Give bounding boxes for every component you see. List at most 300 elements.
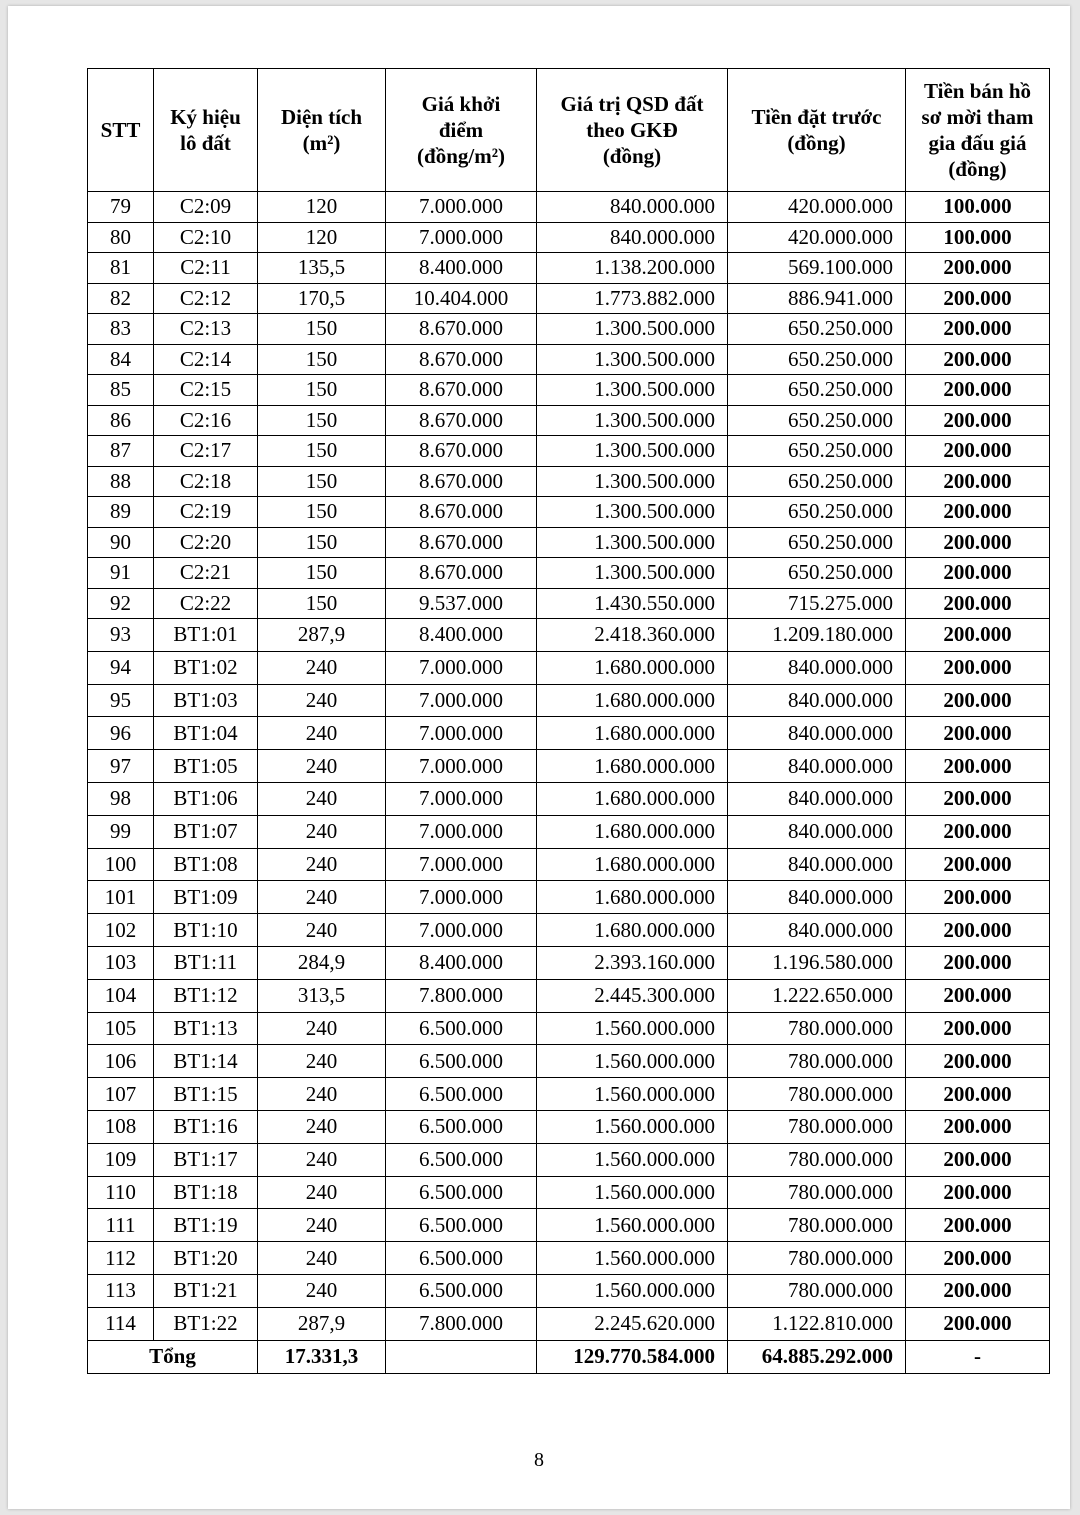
- lot-code-cell: BT1:21: [154, 1274, 258, 1307]
- doc-fee-cell: 200.000: [906, 466, 1050, 497]
- lot-code-cell: BT1:03: [154, 684, 258, 717]
- land-value-cell: 2.418.360.000: [537, 619, 728, 652]
- start-price-cell: 8.670.000: [386, 466, 537, 497]
- deposit-cell: 650.250.000: [728, 466, 906, 497]
- doc-fee-cell: 200.000: [906, 1143, 1050, 1176]
- start-price-cell: 8.670.000: [386, 527, 537, 558]
- land-value-cell: 840.000.000: [537, 192, 728, 223]
- table-row: [88, 558, 1050, 589]
- deposit-cell: 780.000.000: [728, 1274, 906, 1307]
- area-cell: 240: [258, 750, 386, 783]
- doc-fee-cell: 200.000: [906, 1176, 1050, 1209]
- land-value-cell: 1.300.500.000: [537, 436, 728, 467]
- land-value-cell: 2.445.300.000: [537, 979, 728, 1012]
- deposit-cell: 1.222.650.000: [728, 979, 906, 1012]
- stt-cell: 109: [88, 1143, 154, 1176]
- land-value-cell: 1.300.500.000: [537, 466, 728, 497]
- stt-cell: 89: [88, 497, 154, 528]
- start-price-cell: 7.800.000: [386, 979, 537, 1012]
- land-value-cell: 1.300.500.000: [537, 344, 728, 375]
- area-cell: 150: [258, 314, 386, 345]
- deposit-cell: 840.000.000: [728, 717, 906, 750]
- deposit-cell: 840.000.000: [728, 651, 906, 684]
- start-price-cell: 8.400.000: [386, 253, 537, 284]
- start-price-cell: 7.000.000: [386, 782, 537, 815]
- doc-fee-cell: 200.000: [906, 344, 1050, 375]
- start-price-cell: 6.500.000: [386, 1143, 537, 1176]
- page-number: 8: [534, 1449, 544, 1471]
- land-value-cell: 1.300.500.000: [537, 527, 728, 558]
- table-row: [88, 717, 1050, 750]
- stt-cell: 93: [88, 619, 154, 652]
- doc-fee-cell: 200.000: [906, 1045, 1050, 1078]
- table-row: [88, 684, 1050, 717]
- doc-fee-cell: 200.000: [906, 1012, 1050, 1045]
- deposit-cell: 650.250.000: [728, 314, 906, 345]
- lot-code-cell: BT1:17: [154, 1143, 258, 1176]
- lot-code-cell: C2:16: [154, 405, 258, 436]
- area-cell: 287,9: [258, 1307, 386, 1340]
- stt-cell: 81: [88, 253, 154, 284]
- doc-fee-cell: 200.000: [906, 848, 1050, 881]
- start-price-cell: 6.500.000: [386, 1045, 537, 1078]
- table-row: [88, 1012, 1050, 1045]
- area-cell: 150: [258, 497, 386, 528]
- stt-cell: 99: [88, 815, 154, 848]
- doc-fee-cell: 200.000: [906, 527, 1050, 558]
- land-value-cell: 1.680.000.000: [537, 651, 728, 684]
- stt-cell: 113: [88, 1274, 154, 1307]
- stt-cell: 80: [88, 222, 154, 253]
- deposit-cell: 840.000.000: [728, 684, 906, 717]
- land-value-cell: 1.300.500.000: [537, 405, 728, 436]
- start-price-cell: 7.000.000: [386, 222, 537, 253]
- start-price-cell: 8.670.000: [386, 436, 537, 467]
- start-price-cell: 9.537.000: [386, 588, 537, 619]
- doc-fee-cell: 200.000: [906, 1242, 1050, 1275]
- table-row: [88, 1209, 1050, 1242]
- lot-code-cell: BT1:20: [154, 1242, 258, 1275]
- start-price-cell: 8.670.000: [386, 375, 537, 406]
- lot-code-cell: BT1:11: [154, 946, 258, 979]
- lot-code-cell: C2:09: [154, 192, 258, 223]
- area-cell: 150: [258, 344, 386, 375]
- area-cell: 240: [258, 881, 386, 914]
- table-row: [88, 588, 1050, 619]
- table-row: [88, 815, 1050, 848]
- table-row: [88, 1274, 1050, 1307]
- table-row: [88, 848, 1050, 881]
- table-row: [88, 1110, 1050, 1143]
- lot-code-cell: BT1:19: [154, 1209, 258, 1242]
- deposit-cell: 780.000.000: [728, 1143, 906, 1176]
- table-header-row: [88, 69, 1050, 192]
- lot-code-cell: BT1:13: [154, 1012, 258, 1045]
- land-value-cell: 1.680.000.000: [537, 684, 728, 717]
- start-price-cell: 7.800.000: [386, 1307, 537, 1340]
- header-doc-fee: Tiền bán hồ sơ mời tham gia đấu giá (đồng): [906, 69, 1050, 192]
- lot-code-cell: BT1:12: [154, 979, 258, 1012]
- lot-code-cell: C2:21: [154, 558, 258, 589]
- stt-cell: 114: [88, 1307, 154, 1340]
- stt-cell: 94: [88, 651, 154, 684]
- table-row: [88, 497, 1050, 528]
- start-price-cell: 7.000.000: [386, 914, 537, 947]
- lot-code-cell: BT1:18: [154, 1176, 258, 1209]
- stt-cell: 88: [88, 466, 154, 497]
- deposit-cell: 569.100.000: [728, 253, 906, 284]
- stt-cell: 102: [88, 914, 154, 947]
- header-start-price: Giá khởi điểm (đồng/m²): [386, 69, 537, 192]
- area-cell: 240: [258, 815, 386, 848]
- deposit-cell: 650.250.000: [728, 344, 906, 375]
- doc-fee-cell: 100.000: [906, 192, 1050, 223]
- total-area: 17.331,3: [258, 1340, 386, 1373]
- stt-cell: 104: [88, 979, 154, 1012]
- stt-cell: 92: [88, 588, 154, 619]
- lot-code-cell: BT1:07: [154, 815, 258, 848]
- start-price-cell: 6.500.000: [386, 1012, 537, 1045]
- table-row: [88, 405, 1050, 436]
- start-price-cell: 6.500.000: [386, 1110, 537, 1143]
- land-value-cell: 1.560.000.000: [537, 1242, 728, 1275]
- land-value-cell: 1.560.000.000: [537, 1012, 728, 1045]
- deposit-cell: 780.000.000: [728, 1078, 906, 1111]
- doc-fee-cell: 200.000: [906, 1209, 1050, 1242]
- deposit-cell: 840.000.000: [728, 848, 906, 881]
- deposit-cell: 886.941.000: [728, 283, 906, 314]
- stt-cell: 95: [88, 684, 154, 717]
- doc-fee-cell: 200.000: [906, 881, 1050, 914]
- start-price-cell: 7.000.000: [386, 717, 537, 750]
- header-area: Diện tích (m²): [258, 69, 386, 192]
- deposit-cell: 650.250.000: [728, 527, 906, 558]
- doc-fee-cell: 200.000: [906, 1307, 1050, 1340]
- lot-code-cell: BT1:16: [154, 1110, 258, 1143]
- table-row: [88, 527, 1050, 558]
- stt-cell: 106: [88, 1045, 154, 1078]
- lot-code-cell: BT1:14: [154, 1045, 258, 1078]
- total-label: Tổng: [88, 1340, 258, 1373]
- land-value-cell: 1.680.000.000: [537, 782, 728, 815]
- area-cell: 313,5: [258, 979, 386, 1012]
- doc-fee-cell: 200.000: [906, 750, 1050, 783]
- stt-cell: 97: [88, 750, 154, 783]
- doc-fee-cell: 200.000: [906, 684, 1050, 717]
- start-price-cell: 6.500.000: [386, 1078, 537, 1111]
- deposit-cell: 780.000.000: [728, 1110, 906, 1143]
- stt-cell: 111: [88, 1209, 154, 1242]
- land-value-cell: 1.560.000.000: [537, 1110, 728, 1143]
- stt-cell: 108: [88, 1110, 154, 1143]
- table-row: [88, 466, 1050, 497]
- area-cell: 240: [258, 1143, 386, 1176]
- area-cell: 240: [258, 1176, 386, 1209]
- start-price-cell: 8.400.000: [386, 619, 537, 652]
- table-row: [88, 1078, 1050, 1111]
- area-cell: 150: [258, 375, 386, 406]
- area-cell: 240: [258, 1110, 386, 1143]
- stt-cell: 83: [88, 314, 154, 345]
- lot-code-cell: C2:12: [154, 283, 258, 314]
- header-stt: STT: [88, 69, 154, 192]
- area-cell: 120: [258, 192, 386, 223]
- area-cell: 240: [258, 684, 386, 717]
- deposit-cell: 840.000.000: [728, 750, 906, 783]
- land-value-cell: 1.300.500.000: [537, 314, 728, 345]
- doc-fee-cell: 200.000: [906, 314, 1050, 345]
- total-doc-fee: -: [906, 1340, 1050, 1373]
- doc-fee-cell: 200.000: [906, 651, 1050, 684]
- table-row: [88, 253, 1050, 284]
- start-price-cell: 8.670.000: [386, 558, 537, 589]
- start-price-cell: 8.670.000: [386, 314, 537, 345]
- land-value-cell: 2.245.620.000: [537, 1307, 728, 1340]
- deposit-cell: 1.122.810.000: [728, 1307, 906, 1340]
- deposit-cell: 840.000.000: [728, 782, 906, 815]
- deposit-cell: 780.000.000: [728, 1242, 906, 1275]
- lot-code-cell: BT1:05: [154, 750, 258, 783]
- table-row: [88, 750, 1050, 783]
- lot-code-cell: C2:17: [154, 436, 258, 467]
- doc-fee-cell: 200.000: [906, 717, 1050, 750]
- stt-cell: 110: [88, 1176, 154, 1209]
- table-row: [88, 344, 1050, 375]
- table-row: [88, 651, 1050, 684]
- table-row: [88, 314, 1050, 345]
- area-cell: 240: [258, 1045, 386, 1078]
- deposit-cell: 840.000.000: [728, 914, 906, 947]
- start-price-cell: 6.500.000: [386, 1176, 537, 1209]
- lot-code-cell: C2:15: [154, 375, 258, 406]
- doc-fee-cell: 200.000: [906, 558, 1050, 589]
- start-price-cell: 7.000.000: [386, 192, 537, 223]
- land-value-cell: 1.430.550.000: [537, 588, 728, 619]
- stt-cell: 103: [88, 946, 154, 979]
- lot-code-cell: C2:20: [154, 527, 258, 558]
- area-cell: 150: [258, 527, 386, 558]
- area-cell: 150: [258, 466, 386, 497]
- stt-cell: 79: [88, 192, 154, 223]
- start-price-cell: 7.000.000: [386, 848, 537, 881]
- lot-code-cell: C2:13: [154, 314, 258, 345]
- deposit-cell: 840.000.000: [728, 881, 906, 914]
- doc-fee-cell: 200.000: [906, 436, 1050, 467]
- start-price-cell: 10.404.000: [386, 283, 537, 314]
- area-cell: 150: [258, 436, 386, 467]
- deposit-cell: 420.000.000: [728, 192, 906, 223]
- start-price-cell: 7.000.000: [386, 684, 537, 717]
- doc-fee-cell: 100.000: [906, 222, 1050, 253]
- land-value-cell: 1.680.000.000: [537, 848, 728, 881]
- table-row: [88, 436, 1050, 467]
- deposit-cell: 1.209.180.000: [728, 619, 906, 652]
- area-cell: 135,5: [258, 253, 386, 284]
- table-row: [88, 192, 1050, 223]
- start-price-cell: 8.670.000: [386, 405, 537, 436]
- stt-cell: 87: [88, 436, 154, 467]
- land-value-cell: 1.560.000.000: [537, 1045, 728, 1078]
- stt-cell: 112: [88, 1242, 154, 1275]
- lot-code-cell: C2:22: [154, 588, 258, 619]
- doc-fee-cell: 200.000: [906, 497, 1050, 528]
- land-value-cell: 1.560.000.000: [537, 1209, 728, 1242]
- land-value-cell: 1.560.000.000: [537, 1078, 728, 1111]
- table-row: [88, 1143, 1050, 1176]
- stt-cell: 85: [88, 375, 154, 406]
- header-lot-code: Ký hiệu lô đất: [154, 69, 258, 192]
- land-value-cell: 1.300.500.000: [537, 558, 728, 589]
- area-cell: 170,5: [258, 283, 386, 314]
- area-cell: 150: [258, 588, 386, 619]
- land-value-cell: 840.000.000: [537, 222, 728, 253]
- area-cell: 284,9: [258, 946, 386, 979]
- land-value-cell: 1.560.000.000: [537, 1143, 728, 1176]
- land-value-cell: 1.560.000.000: [537, 1176, 728, 1209]
- start-price-cell: 7.000.000: [386, 750, 537, 783]
- deposit-cell: 840.000.000: [728, 815, 906, 848]
- deposit-cell: 650.250.000: [728, 436, 906, 467]
- stt-cell: 98: [88, 782, 154, 815]
- stt-cell: 100: [88, 848, 154, 881]
- doc-fee-cell: 200.000: [906, 914, 1050, 947]
- area-cell: 287,9: [258, 619, 386, 652]
- stt-cell: 105: [88, 1012, 154, 1045]
- land-value-cell: 1.680.000.000: [537, 717, 728, 750]
- table-row: [88, 1176, 1050, 1209]
- area-cell: 240: [258, 848, 386, 881]
- doc-fee-cell: 200.000: [906, 979, 1050, 1012]
- stt-cell: 82: [88, 283, 154, 314]
- area-cell: 240: [258, 1209, 386, 1242]
- lot-code-cell: BT1:22: [154, 1307, 258, 1340]
- start-price-cell: 6.500.000: [386, 1209, 537, 1242]
- deposit-cell: 780.000.000: [728, 1012, 906, 1045]
- stt-cell: 86: [88, 405, 154, 436]
- doc-fee-cell: 200.000: [906, 375, 1050, 406]
- land-value-cell: 1.680.000.000: [537, 914, 728, 947]
- lot-code-cell: C2:14: [154, 344, 258, 375]
- stt-cell: 107: [88, 1078, 154, 1111]
- lot-code-cell: BT1:04: [154, 717, 258, 750]
- table-row: [88, 782, 1050, 815]
- deposit-cell: 780.000.000: [728, 1176, 906, 1209]
- start-price-cell: 8.670.000: [386, 344, 537, 375]
- lot-code-cell: BT1:09: [154, 881, 258, 914]
- table-row: [88, 375, 1050, 406]
- area-cell: 240: [258, 717, 386, 750]
- area-cell: 240: [258, 1242, 386, 1275]
- lot-code-cell: BT1:10: [154, 914, 258, 947]
- doc-fee-cell: 200.000: [906, 782, 1050, 815]
- lot-code-cell: BT1:01: [154, 619, 258, 652]
- land-value-cell: 2.393.160.000: [537, 946, 728, 979]
- start-price-cell: 8.400.000: [386, 946, 537, 979]
- header-land-value: Giá trị QSD đất theo GKĐ (đồng): [537, 69, 728, 192]
- land-value-cell: 1.138.200.000: [537, 253, 728, 284]
- start-price-cell: 8.670.000: [386, 497, 537, 528]
- total-land-value: 129.770.584.000: [537, 1340, 728, 1373]
- deposit-cell: 1.196.580.000: [728, 946, 906, 979]
- document-page: [8, 6, 1070, 1509]
- land-value-cell: 1.300.500.000: [537, 375, 728, 406]
- start-price-cell: 7.000.000: [386, 881, 537, 914]
- area-cell: 240: [258, 1274, 386, 1307]
- total-row: [88, 1340, 1050, 1373]
- land-value-cell: 1.773.882.000: [537, 283, 728, 314]
- table-row: [88, 979, 1050, 1012]
- doc-fee-cell: 200.000: [906, 1078, 1050, 1111]
- land-lot-table: [87, 68, 1050, 1374]
- area-cell: 240: [258, 1012, 386, 1045]
- lot-code-cell: C2:19: [154, 497, 258, 528]
- doc-fee-cell: 200.000: [906, 283, 1050, 314]
- total-deposit: 64.885.292.000: [728, 1340, 906, 1373]
- deposit-cell: 650.250.000: [728, 375, 906, 406]
- area-cell: 150: [258, 558, 386, 589]
- area-cell: 240: [258, 1078, 386, 1111]
- table-row: [88, 1045, 1050, 1078]
- land-value-cell: 1.680.000.000: [537, 815, 728, 848]
- stt-cell: 90: [88, 527, 154, 558]
- lot-code-cell: C2:10: [154, 222, 258, 253]
- doc-fee-cell: 200.000: [906, 815, 1050, 848]
- land-value-cell: 1.300.500.000: [537, 497, 728, 528]
- area-cell: 240: [258, 782, 386, 815]
- deposit-cell: 650.250.000: [728, 497, 906, 528]
- stt-cell: 84: [88, 344, 154, 375]
- start-price-cell: 7.000.000: [386, 815, 537, 848]
- deposit-cell: 715.275.000: [728, 588, 906, 619]
- table-body: [88, 192, 1050, 1341]
- lot-code-cell: BT1:02: [154, 651, 258, 684]
- stt-cell: 101: [88, 881, 154, 914]
- lot-code-cell: C2:11: [154, 253, 258, 284]
- start-price-cell: 7.000.000: [386, 651, 537, 684]
- area-cell: 120: [258, 222, 386, 253]
- table-row: [88, 619, 1050, 652]
- land-value-cell: 1.680.000.000: [537, 881, 728, 914]
- lot-code-cell: BT1:08: [154, 848, 258, 881]
- doc-fee-cell: 200.000: [906, 619, 1050, 652]
- doc-fee-cell: 200.000: [906, 405, 1050, 436]
- lot-code-cell: BT1:06: [154, 782, 258, 815]
- area-cell: 150: [258, 405, 386, 436]
- table-row: [88, 1307, 1050, 1340]
- start-price-cell: 6.500.000: [386, 1242, 537, 1275]
- start-price-cell: 6.500.000: [386, 1274, 537, 1307]
- table-row: [88, 914, 1050, 947]
- table-row: [88, 1242, 1050, 1275]
- deposit-cell: 650.250.000: [728, 405, 906, 436]
- header-deposit: Tiền đặt trước (đồng): [728, 69, 906, 192]
- table-row: [88, 222, 1050, 253]
- stt-cell: 91: [88, 558, 154, 589]
- table-row: [88, 283, 1050, 314]
- doc-fee-cell: 200.000: [906, 1110, 1050, 1143]
- doc-fee-cell: 200.000: [906, 946, 1050, 979]
- table-row: [88, 881, 1050, 914]
- land-value-cell: 1.680.000.000: [537, 750, 728, 783]
- total-start-price: [386, 1340, 537, 1373]
- area-cell: 240: [258, 914, 386, 947]
- deposit-cell: 780.000.000: [728, 1209, 906, 1242]
- doc-fee-cell: 200.000: [906, 588, 1050, 619]
- stt-cell: 96: [88, 717, 154, 750]
- deposit-cell: 420.000.000: [728, 222, 906, 253]
- lot-code-cell: C2:18: [154, 466, 258, 497]
- doc-fee-cell: 200.000: [906, 253, 1050, 284]
